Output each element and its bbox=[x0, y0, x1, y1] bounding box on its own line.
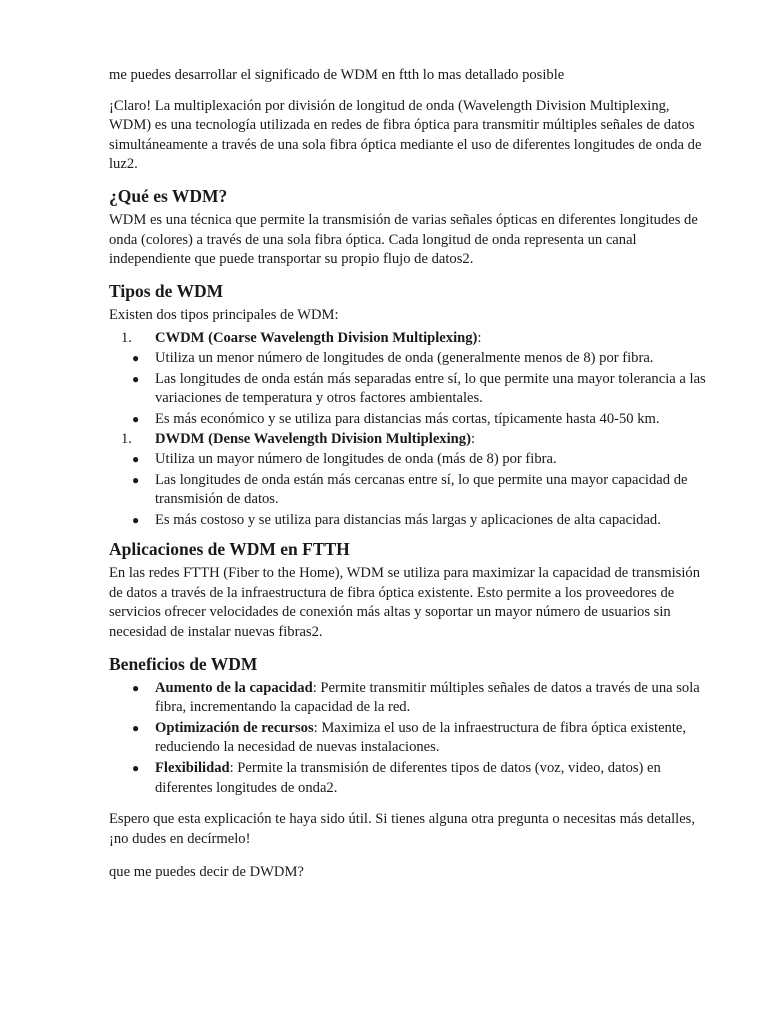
bullet-icon: ● bbox=[132, 512, 140, 527]
list-item bbox=[109, 679, 709, 718]
list-item bbox=[109, 511, 709, 531]
bullet-icon: ● bbox=[132, 761, 140, 776]
applications-paragraph: En las redes FTTH (Fiber to the Home), WDM se utiliza para maximizar la capacidad de transmisión de datos a través de la infraestructura de fibra óptica existente. Esto permite a los proveedores de servicios ofrecer velocidades de conexión más altas y soportar un mayor número de usuarios sin necesidad de instalar nuevas fibras2. bbox=[109, 565, 700, 641]
type-item-cwdm bbox=[109, 329, 709, 349]
list-item bbox=[109, 370, 709, 409]
list-item bbox=[109, 349, 709, 369]
list-item bbox=[109, 719, 709, 758]
bullet-text: Las longitudes de onda están más separadas entre sí, lo que permite una mayor tolerancia a las variaciones de temperatura y otros factores ambientales. bbox=[155, 370, 706, 407]
list-item bbox=[109, 471, 709, 510]
intro-paragraph: ¡Claro! La multiplexación por división de longitud de onda (Wavelength Division Multiplexing, WDM) es una tecnología utilizada en redes de fibra óptica para transmitir múltiples señales de datos simultáneamente a través de una sola fibra óptica mediante el uso de diferentes longitudes de onda de luz2. bbox=[109, 97, 702, 173]
benefits-list bbox=[109, 679, 709, 799]
type-title-suffix: : bbox=[470, 431, 475, 448]
heading-applications: Aplicaciones de WDM en FTTH bbox=[109, 539, 350, 560]
heading-types: Tipos de WDM bbox=[109, 280, 224, 301]
bullet-icon: ● bbox=[132, 472, 140, 487]
bullet-icon: ● bbox=[132, 680, 140, 695]
bullet-text: Utiliza un menor número de longitudes de onda (generalmente menos de 8) por fibra. bbox=[155, 349, 654, 366]
list-number: 1. bbox=[121, 431, 132, 448]
type-title-dwdm: DWDM (Dense Wavelength Division Multiplexing) bbox=[155, 431, 471, 448]
list-number: 1. bbox=[121, 330, 132, 347]
bullet-icon: ● bbox=[132, 720, 140, 735]
document-page bbox=[109, 66, 709, 893]
bullet-text: Es más costoso y se utiliza para distancias más largas y aplicaciones de alta capacidad. bbox=[155, 511, 661, 528]
types-lead: Existen dos tipos principales de WDM: bbox=[109, 306, 339, 323]
type-title-cwdm: CWDM (Coarse Wavelength Division Multiplexing) bbox=[155, 330, 478, 347]
benefit-text: : Permite transmitir múltiples señales de datos a través de una sola fibra, incrementando la capacidad de la red. bbox=[155, 679, 700, 716]
benefit-title: Flexibilidad bbox=[155, 760, 230, 777]
user-question-dwdm: que me puedes decir de DWDM? bbox=[109, 864, 304, 881]
benefit-text: : Maximiza el uso de la infraestructura de fibra óptica existente, reduciendo la necesidad de nuevas instalaciones. bbox=[155, 719, 687, 756]
benefit-title: Optimización de recursos bbox=[155, 719, 314, 736]
heading-what-is-wdm: ¿Qué es WDM? bbox=[109, 185, 228, 206]
bullet-text: Las longitudes de onda están más cercanas entre sí, lo que permite una mayor capacidad de transmisión de datos. bbox=[155, 471, 688, 508]
bullet-icon: ● bbox=[132, 451, 140, 466]
user-question-wdm: me puedes desarrollar el significado de WDM en ftth lo mas detallado posible bbox=[109, 67, 565, 83]
list-item bbox=[109, 450, 709, 470]
bullet-text: Utiliza un mayor número de longitudes de onda (más de 8) por fibra. bbox=[155, 450, 557, 467]
bullet-icon: ● bbox=[132, 371, 140, 386]
type-title-suffix: : bbox=[477, 330, 482, 347]
types-list bbox=[109, 329, 709, 530]
bullet-icon: ● bbox=[132, 411, 140, 426]
bullet-icon: ● bbox=[132, 350, 140, 365]
list-item bbox=[109, 759, 709, 798]
benefit-text: : Permite la transmisión de diferentes tipos de datos (voz, video, datos) en diferentes longitudes de onda2. bbox=[155, 760, 661, 796]
list-item bbox=[109, 410, 709, 430]
heading-benefits: Beneficios de WDM bbox=[109, 653, 258, 674]
what-is-wdm-paragraph: WDM es una técnica que permite la transmisión de varias señales ópticas en diferentes longitudes de onda (colores) a través de una sola fibra óptica. Cada longitud de onda representa un canal independiente que puede transportar su propio flujo de datos2. bbox=[109, 211, 698, 268]
closing-paragraph: Espero que esta explicación te haya sido útil. Si tienes alguna otra pregunta o necesitas más detalles, ¡no dudes en decírmelo! bbox=[109, 811, 695, 847]
type-item-dwdm bbox=[109, 430, 709, 450]
benefit-title: Aumento de la capacidad bbox=[155, 679, 313, 696]
bullet-text: Es más económico y se utiliza para distancias más cortas, típicamente hasta 40-50 km. bbox=[155, 410, 660, 427]
